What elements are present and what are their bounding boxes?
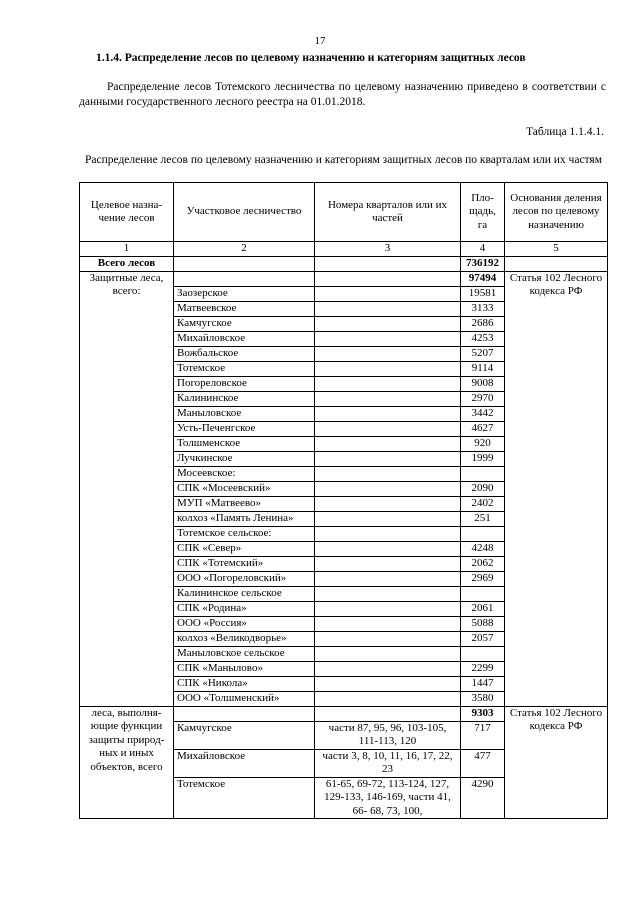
quarters-cell — [315, 496, 461, 511]
quarters-cell: части 87, 95, 96, 103-105, 111-113, 120 — [315, 721, 461, 749]
quarters-cell — [315, 616, 461, 631]
protective-total-row — [80, 271, 608, 286]
district-name: Вожбальское — [174, 346, 315, 361]
quarters-cell — [315, 406, 461, 421]
district-name: Погореловское — [174, 376, 315, 391]
area-value: 2061 — [461, 601, 505, 616]
district-name: Матвеевское — [174, 301, 315, 316]
area-value — [461, 526, 505, 541]
area-value: 2090 — [461, 481, 505, 496]
district-name: СПК «Тотемский» — [174, 556, 315, 571]
area-value: 9008 — [461, 376, 505, 391]
quarters-cell — [315, 556, 461, 571]
quarters-cell — [315, 646, 461, 661]
quarters-cell — [315, 676, 461, 691]
area-value: 3133 — [461, 301, 505, 316]
quarters-cell — [315, 601, 461, 616]
col-number: 5 — [505, 242, 608, 257]
area-value: 5207 — [461, 346, 505, 361]
area-value: 3580 — [461, 691, 505, 706]
area-value: 3442 — [461, 406, 505, 421]
forest-distribution-table — [79, 182, 608, 819]
quarters-cell — [315, 691, 461, 706]
total-area: 736192 — [461, 256, 505, 271]
district-name: колхоз «Великодворье» — [174, 631, 315, 646]
district-name: Тотемское — [174, 361, 315, 376]
district-name: СПК «Маныловo» — [174, 661, 315, 676]
quarters-cell — [315, 391, 461, 406]
district-name: Толшменское — [174, 436, 315, 451]
quarters-cell — [315, 331, 461, 346]
area-value: 251 — [461, 511, 505, 526]
area-value: 2686 — [461, 316, 505, 331]
area-value — [461, 466, 505, 481]
quarters-cell — [315, 526, 461, 541]
district-name: колхоз «Память Ленина» — [174, 511, 315, 526]
area-value — [461, 646, 505, 661]
quarters-cell — [315, 571, 461, 586]
quarters-cell — [315, 301, 461, 316]
quarters-cell — [315, 436, 461, 451]
district-name: Камчугское — [174, 721, 315, 749]
district-name: СПК «Север» — [174, 541, 315, 556]
empty-cell — [174, 271, 315, 286]
district-name: МУП «Матвеево» — [174, 496, 315, 511]
area-value: 5088 — [461, 616, 505, 631]
area-value: 9114 — [461, 361, 505, 376]
district-name: СПК «Родина» — [174, 601, 315, 616]
area-value: 1999 — [461, 451, 505, 466]
empty-cell — [315, 271, 461, 286]
quarters-cell — [315, 346, 461, 361]
quarters-cell — [315, 451, 461, 466]
area-value — [461, 586, 505, 601]
quarters-cell — [315, 481, 461, 496]
quarters-cell — [315, 316, 461, 331]
natural-total-row — [80, 706, 608, 721]
district-name: Михайловское — [174, 749, 315, 777]
header-district: Участковое лесничество — [174, 183, 315, 242]
quarters-cell — [315, 466, 461, 481]
empty-cell — [174, 706, 315, 721]
quarters-cell — [315, 541, 461, 556]
header-purpose: Целевое назначение лесов — [80, 183, 174, 242]
section-heading: 1.1.4. Распределение лесов по целевому назначению и категориям защитных лесов — [96, 52, 526, 64]
district-name: Тотемское сельское: — [174, 526, 315, 541]
district-name: Калининское — [174, 391, 315, 406]
quarters-cell — [315, 361, 461, 376]
header-quarters: Номера кварталов или их частей — [315, 183, 461, 242]
area-value: 4253 — [461, 331, 505, 346]
col-number: 3 — [315, 242, 461, 257]
area-value: 19581 — [461, 286, 505, 301]
district-name: ООО «Толшменский» — [174, 691, 315, 706]
area-value: 4290 — [461, 777, 505, 819]
quarters-cell — [315, 511, 461, 526]
district-name: ООО «Россия» — [174, 616, 315, 631]
protective-area: 97494 — [461, 271, 505, 286]
district-name: СПК «Никола» — [174, 676, 315, 691]
protective-basis: Статья 102 Лесного кодекса РФ — [505, 271, 608, 706]
header-area: Площадь, га — [461, 183, 505, 242]
col-number: 1 — [80, 242, 174, 257]
area-value: 717 — [461, 721, 505, 749]
total-label: Всего лесов — [80, 256, 174, 271]
table-number: Таблица 1.1.4.1. — [526, 126, 604, 138]
district-name: ООО «Погореловский» — [174, 571, 315, 586]
intro-paragraph: Распределение лесов Тотемского лесничества по целевому назначению приведено в соответствии с данными государственного лесного реестра на 01.01.2018. — [79, 81, 606, 108]
district-name: Маныловское — [174, 406, 315, 421]
district-name: Лучкинское — [174, 451, 315, 466]
district-name: Калининское сельское — [174, 586, 315, 601]
area-value: 2969 — [461, 571, 505, 586]
natural-basis: Статья 102 Лесного кодекса РФ — [505, 706, 608, 819]
quarters-cell: 61-65, 69-72, 113-124, 127, 129-133, 146-169, части 41, 66- 68, 73, 100, — [315, 777, 461, 819]
natural-label: леса, выполняющие функции защиты природных и иных объектов, всего — [80, 706, 174, 819]
col-number: 4 — [461, 242, 505, 257]
district-name: Мосеевское: — [174, 466, 315, 481]
col-number: 2 — [174, 242, 315, 257]
district-name: Тотемское — [174, 777, 315, 819]
quarters-cell: части 3, 8, 10, 11, 16, 17, 22, 23 — [315, 749, 461, 777]
quarters-cell — [315, 631, 461, 646]
total-row — [80, 256, 608, 271]
district-name: Усть-Печенгское — [174, 421, 315, 436]
area-value: 2057 — [461, 631, 505, 646]
header-basis: Основания деления лесов по целевому назначению — [505, 183, 608, 242]
table-caption: Распределение лесов по целевому назначению и категориям защитных лесов по кварталам или их частям — [85, 154, 602, 166]
district-name: Камчугское — [174, 316, 315, 331]
protective-label: Защитные леса, всего: — [80, 271, 174, 706]
quarters-cell — [315, 586, 461, 601]
area-value: 477 — [461, 749, 505, 777]
area-value: 2970 — [461, 391, 505, 406]
district-name: Заозерское — [174, 286, 315, 301]
area-value: 2402 — [461, 496, 505, 511]
district-name: Маныловское сельское — [174, 646, 315, 661]
district-name: СПК «Мосеевский» — [174, 481, 315, 496]
quarters-cell — [315, 286, 461, 301]
quarters-cell — [315, 661, 461, 676]
area-value: 1447 — [461, 676, 505, 691]
area-value: 2299 — [461, 661, 505, 676]
quarters-cell — [315, 421, 461, 436]
empty-cell — [315, 706, 461, 721]
quarters-cell — [315, 376, 461, 391]
area-value: 2062 — [461, 556, 505, 571]
area-value: 920 — [461, 436, 505, 451]
page-number: 17 — [314, 35, 326, 47]
area-value: 4248 — [461, 541, 505, 556]
district-name: Михайловское — [174, 331, 315, 346]
area-value: 4627 — [461, 421, 505, 436]
natural-area: 9303 — [461, 706, 505, 721]
